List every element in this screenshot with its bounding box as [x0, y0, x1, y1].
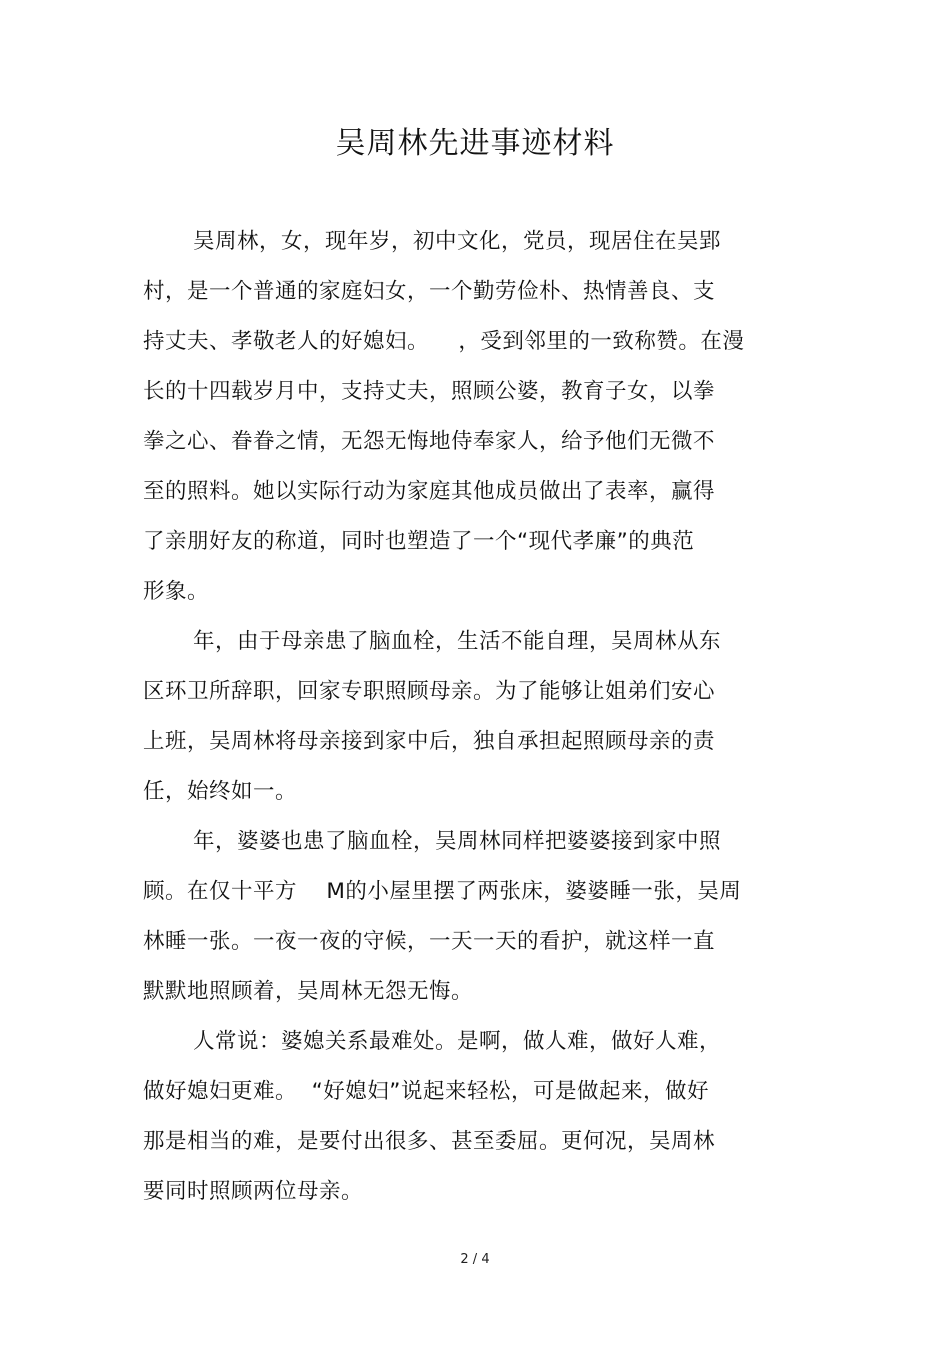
- text-line: 上班，吴周林将母亲接到家中后，独自承担起照顾母亲的责: [143, 729, 716, 754]
- text-line: 做好媳妇更难。 “好媳妇”说起来轻松，可是做起来，做好: [143, 1079, 709, 1104]
- text-line: 村，是一个普通的家庭妇女，一个勤劳俭朴、热情善良、支: [143, 279, 716, 304]
- text-line: 拳之心、眷眷之情，无怨无悔地侍奉家人，给予他们无微不: [143, 429, 716, 454]
- text-line: 至的照料。她以实际行动为家庭其他成员做出了表率，赢得: [143, 479, 716, 504]
- text-line: 那是相当的难，是要付出很多、甚至委屈。更何况，吴周林: [143, 1129, 716, 1154]
- text-line: 默默地照顾着，吴周林无怨无悔。: [143, 979, 474, 1004]
- text-line: 任，始终如一。: [143, 779, 298, 804]
- text-line: 年，由于母亲患了脑血栓，生活不能自理，吴周林从东: [193, 629, 722, 654]
- text-line: 林睡一张。一夜一夜的守候，一天一天的看护，就这样一直: [143, 929, 716, 954]
- text-line: 要同时照顾两位母亲。: [143, 1179, 364, 1204]
- text-line: 形象。: [143, 579, 210, 604]
- text-line: 区环卫所辞职，回家专职照顾母亲。为了能够让姐弟们安心: [143, 679, 716, 704]
- text-line: 持丈夫、孝敬老人的好媳妇。 ，受到邻里的一致称赞。在漫: [143, 329, 745, 354]
- text-line: 人常说：婆媳关系最难处。是啊，做人难，做好人难，: [193, 1029, 722, 1054]
- text-line: 年，婆婆也患了脑血栓，吴周林同样把婆婆接到家中照: [193, 829, 722, 854]
- text-line: 了亲朋好友的称道，同时也塑造了一个“现代孝廉”的典范: [143, 529, 695, 554]
- text-line: 吴周林，女，现年岁，初中文化，党员，现居住在吴郢: [193, 229, 722, 254]
- text-line: 长的十四载岁月中，支持丈夫，照顾公婆，教育子女，以拳: [143, 379, 716, 404]
- document-title: 吴周林先进事迹材料: [335, 126, 615, 161]
- text-line: 顾。在仅十平方 M的小屋里摆了两张床，婆婆睡一张，吴周: [143, 879, 742, 904]
- page-number: 2 / 4: [460, 1252, 490, 1267]
